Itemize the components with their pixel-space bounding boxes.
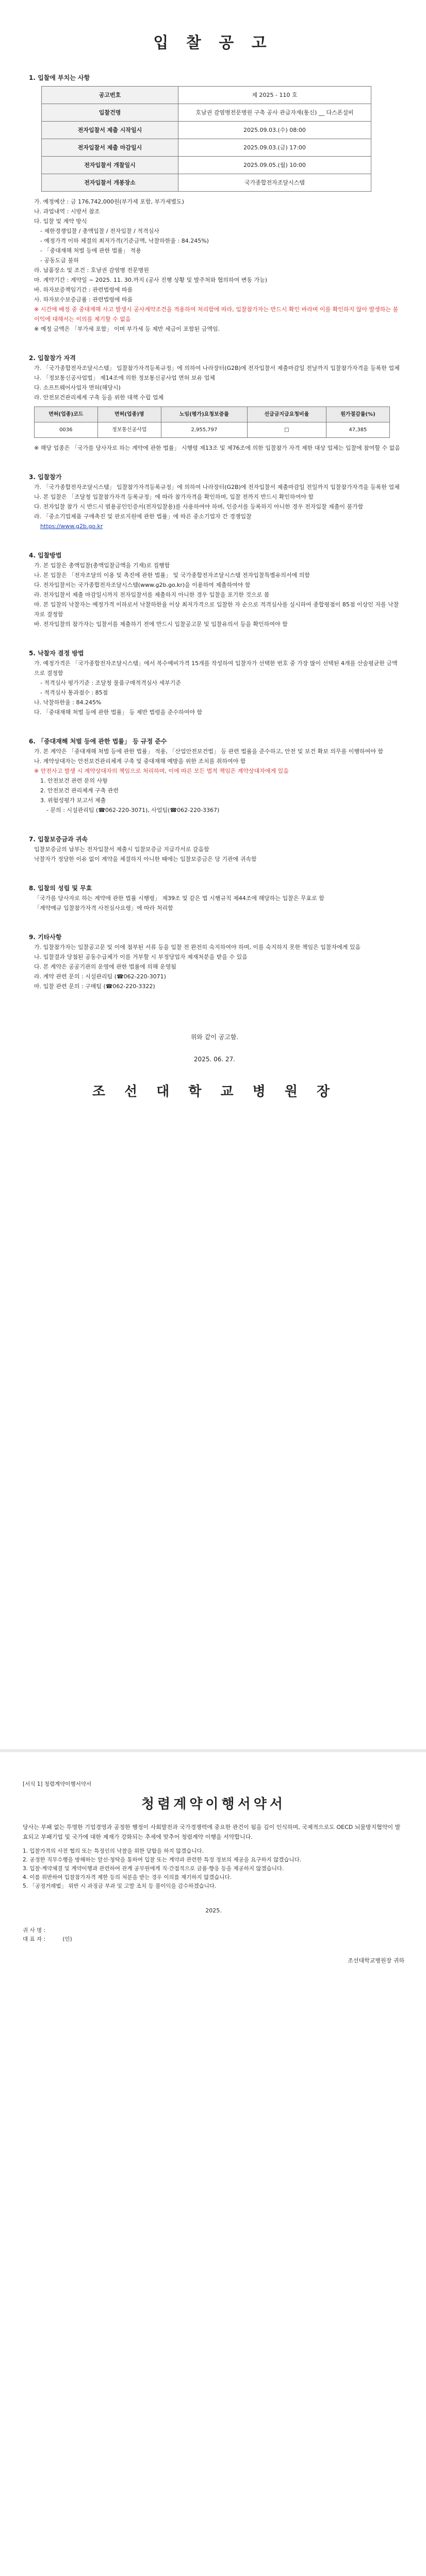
list-item: - 「중대재해 처벌 등에 관한 법률」 적용	[40, 247, 141, 254]
form-signature-block	[23, 1926, 404, 1944]
table-row: 전자입찰서 제출 마감일시 2025.09.03.(금) 17:00	[42, 139, 371, 157]
list-item: 라. 안전보건관리체계 구축 등을 위한 대책 수립 업체	[34, 394, 164, 401]
list-item: 마. 입찰 관련 문의 : 구매팀 (☎062-220-3322)	[34, 983, 155, 990]
section-4-heading: 4. 입찰방법	[29, 552, 62, 559]
section-9-heading: 9. 기타사항	[29, 934, 62, 941]
list-item: 가. 「국가종합전자조달시스템」 입찰참가자격등록규정」에 의하여 나라장터(G2B)에 전자입찰서 제출마감일 전날까지 입찰참가자격을 등록한 업체	[34, 365, 400, 371]
table-row: 전자입찰서 제출 시작일시 2025.09.03.(수) 08:00	[42, 122, 371, 139]
form-lead: 당사는 부패 없는 투명한 기업경영과 공정한 행정이 사회발전과 국가경쟁력에 중요한 관건이 됨을 깊이 인식하며, 국제적으로도 OECD 뇌물방지협약이 발효되고 부패기업 및 국가에 대한 제재가 강화되는 추세에 맞추어 청렴계약 이행을 서약합니다.	[23, 1824, 401, 1840]
list-item: 다. 소프트웨어사업자 면허(해당시)	[34, 384, 121, 391]
license-table	[34, 406, 390, 438]
form-tag: [서식 1] 청렴계약이행서약서	[23, 1781, 92, 1787]
list-item: 2. 안전보건 관리체계 구축 관련	[40, 787, 119, 794]
list-item: - 공동도급 불허	[40, 257, 79, 264]
list-item: - 제한경쟁입찰 / 총액입찰 / 전자입찰 / 적격심사	[40, 228, 159, 234]
section-8-heading: 8. 입찰의 성립 및 무효	[29, 885, 92, 892]
list-item: 2. 공정한 직무수행을 방해하는 알선·청탁을 통하여 입찰 또는 계약과 관련한 특정 정보의 제공을 요구하지 않겠습니다.	[23, 1857, 302, 1863]
representative-label: 대 표 자 :	[23, 1936, 45, 1942]
list-item: 나. 낙찰하한율 : 84.245%	[34, 699, 102, 706]
company-name-label: 귀 사 명 :	[23, 1927, 45, 1934]
list-item: 마. 계약기간 : 계약일 ~ 2025. 11. 30.까지 (공사 진행 상황 및 발주처와 협의하여 변동 가능)	[34, 277, 268, 283]
table-row: 입찰건명 호남권 감염병전문병원 구축 공사 관급자재(통신) __ 다스폰설비	[42, 104, 371, 122]
list-item: 가. 「국가종합전자조달시스템」 입찰참가자격등록규정」에 의하여 나라장터(G2B)에 전자입찰서 제출마감일 전일까지 입찰참가자격을 등록한 업체	[34, 484, 400, 490]
bid-info-table	[41, 86, 371, 192]
list-item: - 예정가격 이하 체결의 최저가격(기준금액, 낙찰하한율 : 84.245%)	[40, 238, 209, 244]
license-footnote: ※ 해당 업종은 「국가를 당사자로 하는 계약에 관한 법률」 시행령 제13조 및 제76조에 의한 입찰참가 자격 제한 대상 업체는 입찰에 참여할 수 없음	[34, 445, 400, 451]
list-item: 낙찰자가 정당한 이유 없이 계약을 체결하지 아니한 때에는 입찰보증금은 당 기관에 귀속함	[34, 856, 257, 862]
list-item: 나. 계약상대자는 안전보건관리체계 구축 및 중대재해 예방을 위한 조치를 취하여야 함	[34, 758, 246, 765]
list-item: 「국가를 당사자로 하는 계약에 관한 법률 시행령」 제39조 및 같은 법 시행규칙 제44조에 해당하는 입찰은 무효로 함	[34, 895, 324, 902]
table-row: 전자입찰서 개봉장소 국가종합전자조달시스템	[42, 174, 371, 192]
safety-warning: ※ 안전사고 발생 시 계약상대자의 책임으로 처리하며, 이에 따른 모든 법적 책임은 계약상대자에게 있음	[34, 768, 289, 774]
list-item: 가. 예정가격은 「국가종합전자조달시스템」에서 복수예비가격 15개를 작성하여 입찰자가 선택한 번호 중 가장 많이 선택된 4개를 산술평균한 금액으로 결정함	[34, 660, 398, 676]
list-item: 3. 입찰·계약체결 및 계약이행과 관련하여 관계 공무원에게 직·간접적으로 금품·향응 등을 제공하지 않겠습니다.	[23, 1866, 284, 1872]
list-item: 가. 본 입찰은 총액입찰(총액입찰금액을 기재)로 집행함	[34, 562, 170, 569]
notice-date: 2025. 06. 27.	[193, 1056, 236, 1063]
list-item: 바. 전자입찰의 참가자는 입찰서를 제출하기 전에 반드시 입찰공고문 및 입찰유의서 등을 확인하여야 함	[34, 621, 288, 628]
form-date: 2025.	[205, 1907, 222, 1914]
list-item: 나. 본 입찰은 「전자조달의 이용 및 촉진에 관한 법률」 및 국가종합전자조달시스템 전자입찰특별유의서에 의함	[34, 572, 310, 579]
list-item: - 문의 : 시설관리팀 (☎062-220-3071), 사업팀(☎062-220-3367)	[46, 807, 220, 814]
list-item: 가. 입찰참가자는 입찰공고문 및 이에 첨부된 서류 등을 입찰 전 완전히 숙지하여야 하며, 이를 숙지하지 못한 책임은 입찰자에게 있음	[34, 944, 361, 951]
list-item: 마. 본 입찰의 낙찰자는 예정가격 이하로서 낙찰하한율 이상 최저가격으로 입찰한 자 순으로 적격심사를 실시하여 종합평점이 85점 이상인 자를 낙찰자로 결정함	[34, 601, 399, 618]
list-item: 나. 입찰결과 당첨된 공동수급체가 이를 거부할 시 부정당업자 제재처분을 받을 수 있음	[34, 954, 248, 960]
list-item: 「계약예규 입찰참가자격 사전심사요령」에 따라 처리함	[34, 905, 173, 911]
announce-text: 위와 같이 공고함.	[190, 1033, 239, 1041]
form-addressee: 조선대학교병원장 귀하	[348, 1957, 404, 1964]
section-3-heading: 3. 입찰참가	[29, 473, 62, 481]
section-6-heading: 6. 「중대재해 처벌 등에 관한 법률」 등 규정 준수	[29, 738, 167, 745]
list-item: - 적격심사 평가기준 : 조달청 물품구매적격심사 세부기준	[40, 680, 182, 686]
seal-mark: (인)	[62, 1936, 72, 1942]
table-row: 전자입찰서 개찰일시 2025.09.05.(월) 10:00	[42, 157, 371, 174]
issuer-signature: 조 선 대 학 교 병 원 장	[92, 1084, 337, 1099]
list-item: 나. 본 입찰은 「조달청 입찰참가자격 등록규정」에 따라 참가자격을 확인하며, 입찰 전까지 반드시 확인하여야 함	[34, 494, 314, 500]
list-item: 1. 입찰가격의 사전 협의 또는 특정인의 낙찰을 위한 담합을 하지 않겠습니다.	[23, 1848, 204, 1854]
section-5-heading: 5. 낙찰자 결정 방법	[29, 650, 84, 657]
section-2-heading: 2. 입찰참가 자격	[29, 354, 76, 362]
list-item: - 적격심사 통과점수 : 85점	[40, 689, 108, 696]
list-item: 3. 위험성평가 보고서 제출	[40, 797, 106, 804]
list-item: 1. 안전보건 관련 문의 사항	[40, 777, 108, 784]
table-row: 공고번호 제 2025 - 110 호	[42, 87, 371, 104]
notice-body	[0, 73, 426, 1097]
section-1-heading: 1. 입찰에 부치는 사항	[29, 74, 90, 81]
vat-note: ※ 예정 금액은 「부가세 포함」 이며 부가세 등 제반 세금이 포함된 금액임.	[34, 326, 220, 332]
list-item: 사. 하자보수보증금률 : 관련법령에 따름	[34, 296, 133, 303]
list-item: 라. 납품장소 및 조건 : 호남권 감염병 전문병원	[34, 267, 149, 274]
section-7-heading: 7. 입찰보증금과 귀속	[29, 836, 88, 843]
list-item: 나. 과업내역 : 시방서 참조	[34, 208, 100, 215]
table-row: 0036 정보통신공사업 2,955,797 □ 47,385	[35, 422, 390, 438]
list-item: 5. 「공정거래법」 위반 시 과징금 부과 및 고발 조치 등 불이익을 감수하겠습니다.	[23, 1883, 217, 1889]
list-item: 라. 전자입찰서 제출 마감일시까지 전자입찰서를 제출하지 아니한 경우 입찰을 포기한 것으로 봄	[34, 591, 270, 598]
list-item: 다. 입찰 및 계약 방식	[34, 218, 87, 225]
list-item: 다. 전자입찰 참가 시 반드시 범용공인인증서(전자입찰용)를 사용하여야 하며, 인증서를 등록하지 아니한 경우 전자입찰 제출이 불가함	[34, 503, 364, 510]
list-item: 라. 「중소기업제품 구매촉진 및 판로지원에 관한 법률」에 따른 중소기업자 간 경쟁입찰	[34, 513, 252, 520]
list-item: 나. 「정보통신공사업법」 제14조에 의한 정보통신공사업 면허 보유 업체	[34, 375, 215, 381]
list-item: 입찰보증금의 납부는 전자입찰서 제출시 입찰보증금 지급각서로 갈음함	[34, 846, 209, 853]
form-title: 청렴계약이행서약서	[141, 1797, 286, 1812]
list-item: 다. 전자입찰서는 국가종합전자조달시스템(www.g2b.go.kr)을 이용하여 제출하여야 함	[34, 582, 251, 588]
page-divider	[0, 1749, 426, 1752]
warning-notice: ※ 시간에 배정 중 중대재해 사고 발생시 공사계약조건을 적용하여 처리함에 따라, 입찰참가자는 반드시 확인 바라며 이를 확인하지 않아 발생하는 불이익에 대해서는 이의를 제기할 수 없음	[34, 306, 399, 323]
integrity-pledge-form	[23, 1780, 404, 1965]
list-item: 4. 이를 위반하여 입찰참가자격 제한 등의 처분을 받는 경우 이의를 제기하지 않겠습니다.	[23, 1874, 232, 1880]
table-header-row: 면허(업종)코드 면허(업종)명 노임(평가)요청보증률 선급금지급요청비율 원가절감률(%)	[35, 407, 390, 422]
list-item: 가. 본 계약은 「중대재해 처벌 등에 관한 법률」 적용, 「산업안전보건법」 등 관련 법률을 준수하고, 안전 및 보건 확보 의무를 이행하여야 함	[34, 748, 383, 755]
document-title: 입 찰 공 고	[153, 34, 273, 52]
list-item: 다. 「중대재해 처벌 등에 관한 법률」 등 제반 법령을 준수하여야 함	[34, 709, 203, 716]
list-item: 라. 계약 관련 문의 : 시설관리팀 (☎062-220-3071)	[34, 973, 166, 980]
list-item: 다. 본 계약은 공공기관의 운영에 관한 법률에 의해 운영됨	[34, 963, 176, 970]
g2b-link[interactable]: https://www.g2b.go.kr	[40, 523, 103, 530]
list-item: 바. 하자보증책임기간 : 관련법령에 따름	[34, 286, 133, 293]
list-item: 가. 예정예산 : 금 176,742,000원(부가세 포함, 부가세별도)	[34, 198, 184, 205]
